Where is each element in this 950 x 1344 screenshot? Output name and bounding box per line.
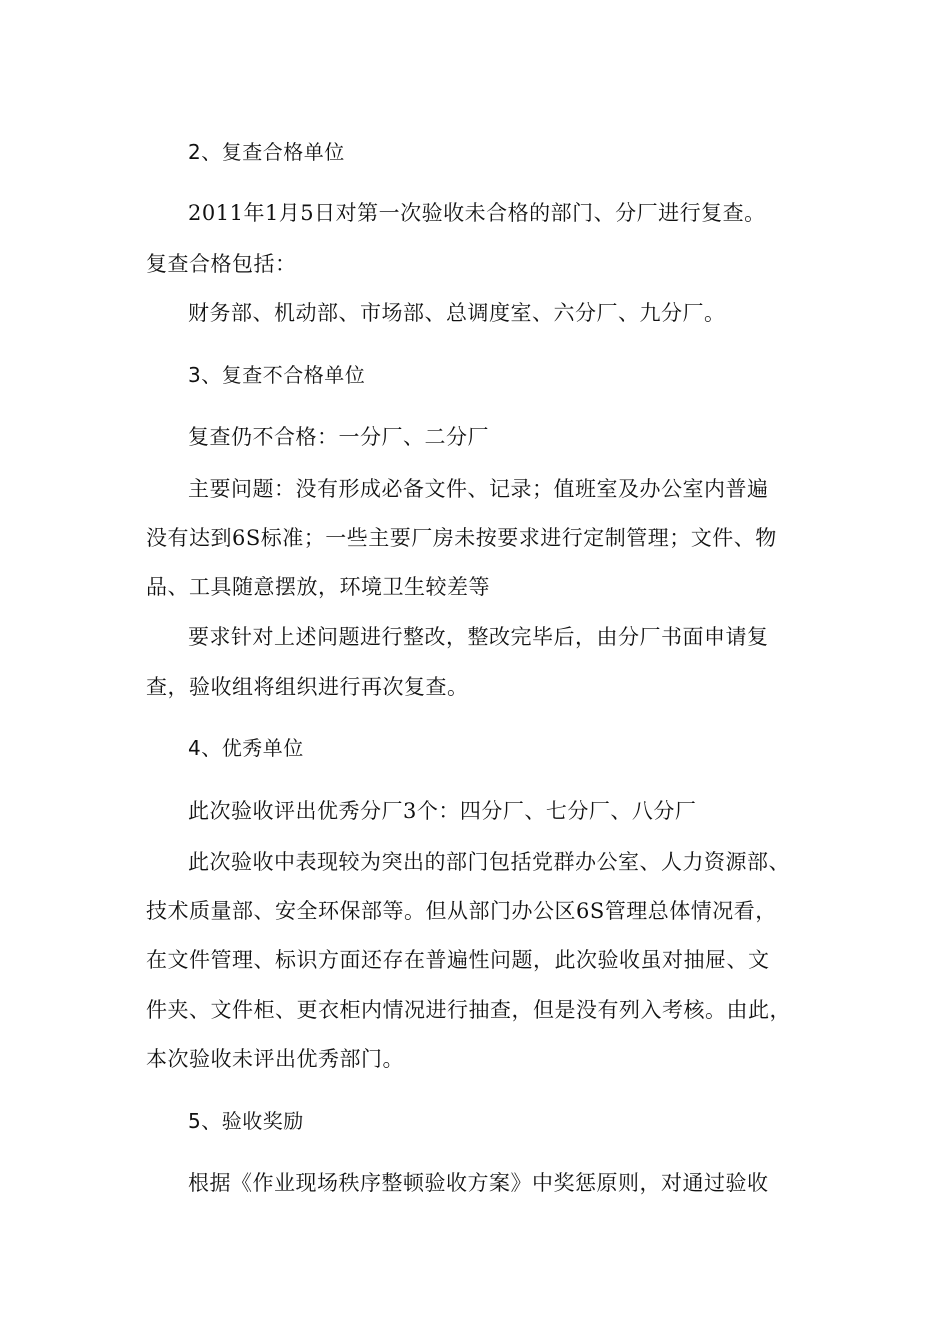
section-heading: 4、优秀单位: [188, 736, 304, 760]
paragraph-line: 品、工具随意摆放，环境卫生较差等: [146, 575, 490, 599]
paragraph-line: 没有达到6S标准；一些主要厂房未按要求进行定制管理；文件、物: [146, 526, 777, 550]
paragraph-line: 此次验收评出优秀分厂3个：四分厂、七分厂、八分厂: [188, 799, 697, 823]
paragraph-line: 根据《作业现场秩序整顿验收方案》中奖惩原则，对通过验收: [188, 1171, 769, 1195]
paragraph-line: 复查合格包括：: [146, 252, 297, 276]
section-heading: 3、复查不合格单位: [188, 363, 366, 387]
paragraph-line: 件夹、文件柜、更衣柜内情况进行抽查，但是没有列入考核。由此，: [146, 998, 791, 1022]
paragraph-line: 此次验收中表现较为突出的部门包括党群办公室、人力资源部、: [188, 850, 790, 874]
section-heading: 5、验收奖励: [188, 1109, 304, 1133]
section-heading: 2、复查合格单位: [188, 140, 345, 164]
paragraph-line: 主要问题：没有形成必备文件、记录；值班室及办公室内普遍: [188, 477, 769, 501]
paragraph-line: 2011年1月5日对第一次验收未合格的部门、分厂进行复查。: [188, 201, 766, 225]
paragraph-line: 技术质量部、安全环保部等。但从部门办公区6S管理总体情况看，: [146, 899, 777, 923]
paragraph-line: 查，验收组将组织进行再次复查。: [146, 675, 469, 699]
paragraph-line: 复查仍不合格：一分厂、二分厂: [188, 425, 489, 449]
paragraph-line: 本次验收未评出优秀部门。: [146, 1047, 404, 1071]
paragraph-line: 财务部、机动部、市场部、总调度室、六分厂、九分厂。: [188, 301, 726, 325]
paragraph-line: 在文件管理、标识方面还存在普遍性问题，此次验收虽对抽屉、文: [146, 948, 770, 972]
paragraph-line: 要求针对上述问题进行整改，整改完毕后，由分厂书面申请复: [188, 625, 769, 649]
